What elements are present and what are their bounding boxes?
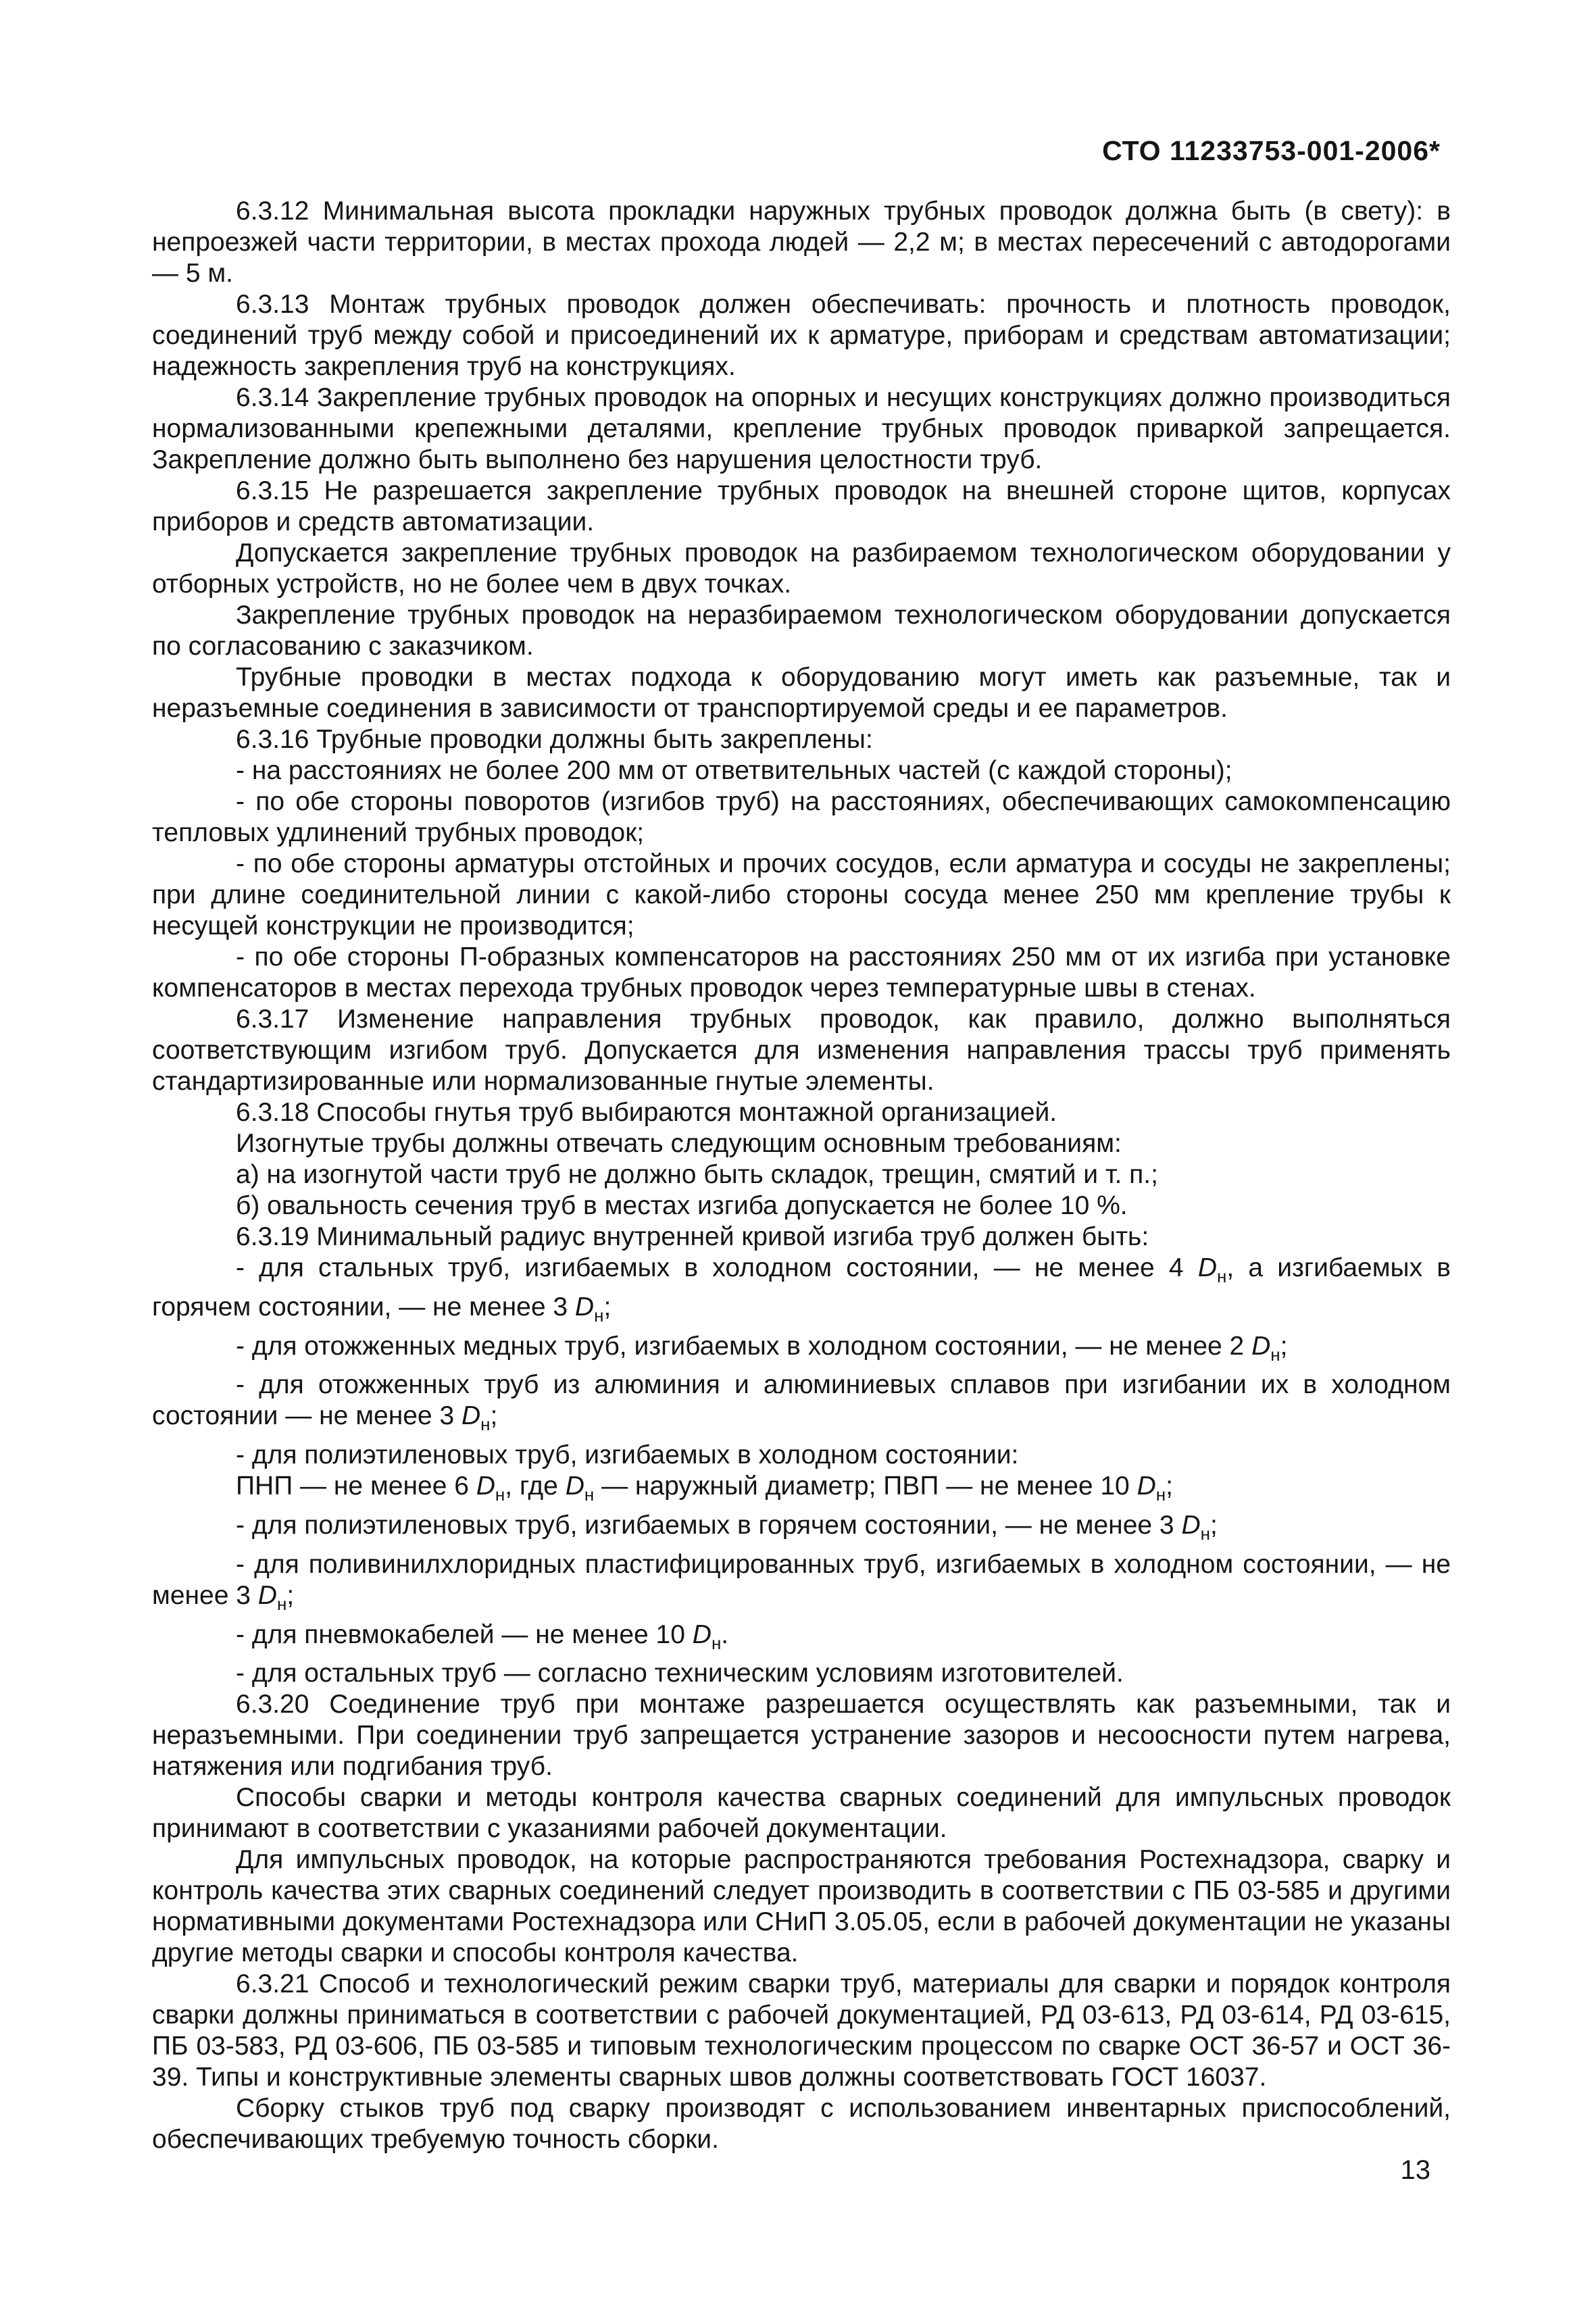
document-code-header: СТО 11233753-001-2006* bbox=[1102, 135, 1441, 166]
list-item: б) овальность сечения труб в местах изгиба допускается не более 10 %. bbox=[236, 1191, 1128, 1220]
list-item-pvc: - для поливинилхлоридных пластифицированных труб, изгибаемых в холодном состоянии, — не менее 3 $D_н$; bbox=[152, 1549, 1451, 1614]
paragraph-6-3-13: 6.3.13 Монтаж трубных проводок должен обеспечивать: прочность и плотность проводок, соединений труб между собой и присоединений их к арматуре, приборам и средствам автоматизации; надежность закрепления труб на конструкциях. bbox=[152, 290, 1451, 381]
list-item: - по обе стороны поворотов (изгибов труб) на расстояниях, обеспечивающих самокомпенсацию тепловых удлинений трубных проводок; bbox=[152, 787, 1451, 847]
list-item: - на расстояниях не более 200 мм от ответвительных частей (с каждой стороны); bbox=[236, 756, 1232, 785]
list-item-pnp: ПНП — не менее 6 $D_н$, где $D_н$ — наружный диаметр; ПВП — не менее 10 $D_н$; bbox=[236, 1472, 1173, 1505]
list-item-copper: - для отожженных медных труб, изгибаемых в холодном состоянии, — не менее 2 $D_н$; bbox=[236, 1331, 1288, 1365]
paragraph: Способы сварки и методы контроля качества сварных соединений для импульсных проводок принимают в соответствии с указаниями рабочей документации. bbox=[152, 1783, 1451, 1844]
paragraph: Закрепление трубных проводок на неразбираемом технологическом оборудовании допускается по согласованию с заказчиком. bbox=[152, 601, 1451, 661]
page-number: 13 bbox=[1400, 2155, 1430, 2185]
paragraph-6-3-19: 6.3.19 Минимальный радиус внутренней кривой изгиба труб должен быть: bbox=[236, 1222, 1149, 1251]
paragraph: Допускается закрепление трубных проводок на разбираемом технологическом оборудовании у отборных устройств, но не более чем в двух точках. bbox=[152, 538, 1451, 599]
paragraph: Сборку стыков труб под сварку производят с использованием инвентарных приспособлений, обеспечивающих требуемую точность сборки. bbox=[152, 2094, 1451, 2155]
paragraph-6-3-12: 6.3.12 Минимальная высота прокладки наружных трубных проводок должна быть (в свету): в непроезжей части территории, в местах прохода людей — 2,2 м; в местах пересечений с автодорогами — 5 м. bbox=[152, 197, 1451, 288]
paragraph-6-3-18: 6.3.18 Способы гнутья труб выбираются монтажной организацией. bbox=[236, 1098, 1057, 1127]
paragraph-6-3-14: 6.3.14 Закрепление трубных проводок на опорных и несущих конструкциях должно производиться нормализованными крепежными деталями, крепление трубных проводок приваркой запрещается. Закрепление должно быть выполнено без нарушения целостности труб. bbox=[152, 383, 1451, 474]
paragraph-6-3-15: 6.3.15 Не разрешается закрепление трубных проводок на внешней стороне щитов, корпусах приборов и средств автоматизации. bbox=[152, 476, 1451, 536]
paragraph: Изогнутые трубы должны отвечать следующим основным требованиям: bbox=[236, 1129, 1122, 1158]
list-item-pneumo: - для пневмокабелей — не менее 10 $D_н$. bbox=[236, 1619, 729, 1653]
paragraph: Трубные проводки в местах подхода к оборудованию могут иметь как разъемные, так и неразъемные соединения в зависимости от транспортируемой среды и ее параметров. bbox=[152, 663, 1451, 723]
paragraph: Для импульсных проводок, на которые распространяются требования Ростехнадзора, сварку и контроль качества этих сварных соединений следует производить в соответствии с ПБ 03-585 и другими нормативными документами Ростехнадзора или СНиП 3.05.05, если в рабочей документации не указаны другие методы сварки и способы контроля качества. bbox=[152, 1845, 1451, 1968]
paragraph-6-3-17: 6.3.17 Изменение направления трубных проводок, как правило, должно выполняться соответствующим изгибом труб. Допускается для изменения направления трассы труб применять стандартизированные или нормализованные гнутые элементы. bbox=[152, 1005, 1451, 1096]
list-item-steel: - для стальных труб, изгибаемых в холодном состоянии, — не менее 4 $D_н$, а изгибаемых в горячем состоянии, — не менее 3 $D_н$; bbox=[152, 1253, 1451, 1326]
list-item-aluminum: - для отожженных труб из алюминия и алюминиевых сплавов при изгибании их в холодном состоянии — не менее 3 $D_н$; bbox=[152, 1370, 1451, 1435]
list-item-polyethylene-cold: - для полиэтиленовых труб, изгибаемых в холодном состоянии: bbox=[236, 1440, 1019, 1470]
paragraph-6-3-20: 6.3.20 Соединение труб при монтаже разрешается осуществлять как разъемными, так и неразъемными. При соединении труб запрещается устранение зазоров и несоосности путем нагрева, натяжения или подгибания труб. bbox=[152, 1690, 1451, 1782]
page-body bbox=[152, 196, 1451, 2155]
list-item-polyethylene-hot: - для полиэтиленовых труб, изгибаемых в горячем состоянии, — не менее 3 $D_н$; bbox=[236, 1510, 1218, 1544]
paragraph-6-3-21: 6.3.21 Способ и технологический режим сварки труб, материалы для сварки и порядок контроля сварки должны приниматься в соответствии с рабочей документацией, РД 03-613, РД 03-614, РД 03-615, ПБ 03-583, РД 03-606, ПБ 03-585 и типовым технологическим процессом по сварке ОСТ 36-57 и ОСТ 36-39. Типы и конструктивные элементы сварных швов должны соответствовать ГОСТ 16037. bbox=[152, 1969, 1451, 2092]
list-item: - по обе стороны арматуры отстойных и прочих сосудов, если арматура и сосуды не закреплены; при длине соединительной линии с какой-либо стороны сосуда менее 250 мм крепление трубы к несущей конструкции не производится; bbox=[152, 849, 1451, 940]
list-item-others: - для остальных труб — согласно техническим условиям изготовителей. bbox=[236, 1659, 1124, 1688]
list-item: - по обе стороны П-образных компенсаторов на расстояниях 250 мм от их изгиба при установке компенсаторов в местах перехода трубных проводок через температурные швы в стенах. bbox=[152, 942, 1451, 1003]
list-item: а) на изогнутой части труб не должно быть складок, трещин, смятий и т. п.; bbox=[236, 1160, 1158, 1189]
paragraph-6-3-16: 6.3.16 Трубные проводки должны быть закреплены: bbox=[236, 725, 873, 754]
